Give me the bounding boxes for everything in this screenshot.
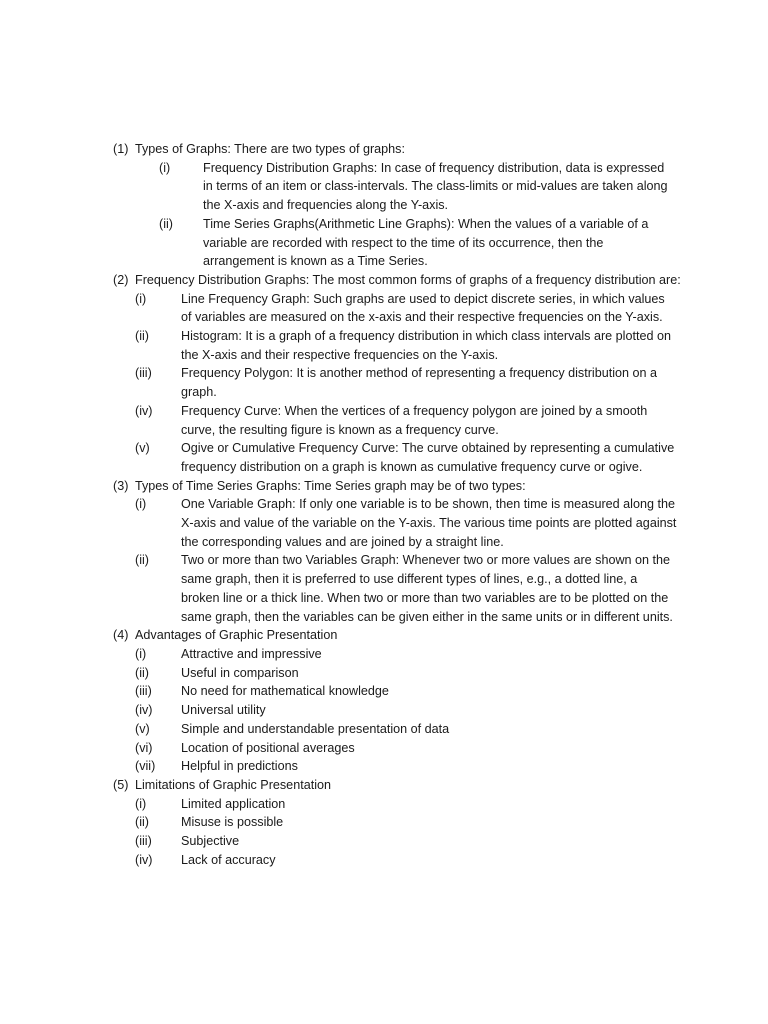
section-number: (4): [113, 628, 129, 643]
list-item: [113, 664, 683, 683]
sub-list: [113, 495, 683, 626]
sub-list: [113, 159, 683, 271]
section-number: (3): [113, 478, 129, 493]
section-heading: [113, 477, 683, 496]
sub-list: [113, 290, 683, 477]
item-text: No need for mathematical knowledge: [181, 684, 389, 699]
item-text: Lack of accuracy: [181, 852, 276, 867]
document-body: [113, 140, 683, 869]
item-text: Misuse is possible: [181, 815, 284, 830]
item-number: (ii): [135, 553, 149, 568]
item-number: (i): [159, 160, 171, 175]
list-item: [113, 159, 683, 215]
item-number: (i): [135, 796, 147, 811]
list-item: [113, 701, 683, 720]
item-number: (iv): [135, 852, 153, 867]
item-number: (iv): [135, 403, 153, 418]
item-text: Helpful in predictions: [181, 759, 298, 774]
item-text: Frequency Curve: When the vertices of a frequency polygon are joined by a smooth curve, the resulting figure is known as a frequency curve.: [181, 403, 648, 437]
item-text: Subjective: [181, 834, 240, 849]
section-time-series-graphs: [113, 477, 683, 627]
section-heading: [113, 776, 683, 795]
list-item: [113, 290, 683, 327]
section-heading: [113, 140, 683, 159]
item-text: Simple and understandable presentation of data: [181, 721, 450, 736]
item-text: Limited application: [181, 796, 286, 811]
item-number: (ii): [159, 216, 173, 231]
section-heading-text: Types of Time Series Graphs: Time Series graph may be of two types:: [135, 478, 526, 493]
item-text: One Variable Graph: If only one variable is to be shown, then time is measured along the X-axis and value of the variable on the Y-axis. The various time points are plotted against the corresponding values and are joined by a straight line.: [181, 497, 677, 549]
item-text: Line Frequency Graph: Such graphs are used to depict discrete series, in which values of variables are measured on the x-axis and their respective frequencies on the Y-axis.: [181, 291, 665, 325]
list-item: [113, 795, 683, 814]
section-heading-text: Limitations of Graphic Presentation: [135, 777, 332, 792]
list-item: [113, 720, 683, 739]
item-text: Histogram: It is a graph of a frequency distribution in which class intervals are plotted on the X-axis and their respective frequencies on the Y-axis.: [181, 329, 672, 362]
list-item: [113, 813, 683, 832]
item-text: Two or more than two Variables Graph: Whenever two or more values are shown on the same graph, then it is preferred to use different types of lines, e.g., a dotted line, a broken line or a thick line. When two or more than two variables are to be plotted on the same graph, then the variables can be given either in the same units or in different units.: [181, 553, 673, 624]
sub-list: [113, 645, 683, 776]
item-text: Attractive and impressive: [181, 646, 322, 661]
item-number: (i): [135, 646, 147, 661]
item-number: (iii): [135, 684, 152, 699]
list-item: [113, 327, 683, 364]
list-item: [113, 402, 683, 439]
section-types-of-graphs: [113, 140, 683, 271]
list-item: [113, 439, 683, 476]
item-number: (vii): [135, 759, 156, 774]
sub-list: [113, 795, 683, 870]
section-frequency-distribution-graphs: [113, 271, 683, 477]
list-item: [113, 645, 683, 664]
list-item: [113, 364, 683, 401]
section-heading-text: Types of Graphs: There are two types of graphs:: [135, 142, 405, 156]
section-number: (5): [113, 777, 129, 792]
list-item: [113, 215, 683, 271]
item-number: (v): [135, 441, 150, 456]
item-text: Frequency Distribution Graphs: In case of frequency distribution, data is expressed in terms of an item or class-intervals. The class-limits or mid-values are taken along the X-axis and frequencies along the Y-axis.: [203, 160, 668, 213]
item-number: (ii): [135, 665, 149, 680]
item-number: (ii): [135, 815, 149, 830]
item-number: (iii): [135, 366, 152, 381]
section-number: (1): [113, 142, 129, 156]
item-text: Frequency Polygon: It is another method of representing a frequency distribution on a graph.: [181, 366, 658, 400]
section-heading-text: Advantages of Graphic Presentation: [135, 628, 338, 643]
list-item: [113, 851, 683, 870]
section-heading: [113, 271, 683, 290]
item-text: Useful in comparison: [181, 665, 299, 680]
item-number: (v): [135, 721, 150, 736]
item-number: (ii): [135, 329, 149, 344]
item-number: (i): [135, 497, 147, 512]
list-item: [113, 832, 683, 851]
section-heading: [113, 626, 683, 645]
item-text: Universal utility: [181, 703, 266, 718]
list-item: [113, 682, 683, 701]
item-number: (iv): [135, 703, 153, 718]
item-number: (i): [135, 291, 147, 306]
section-number: (2): [113, 272, 129, 287]
item-number: (vi): [135, 740, 153, 755]
item-number: (iii): [135, 834, 152, 849]
section-limitations: [113, 776, 683, 870]
item-text: Ogive or Cumulative Frequency Curve: The curve obtained by representing a cumulative frequency distribution on a graph is known as cumulative frequency curve or ogive.: [181, 441, 675, 474]
list-item: [113, 495, 683, 551]
list-item: [113, 551, 683, 626]
list-item: [113, 739, 683, 758]
item-text: Location of positional averages: [181, 740, 355, 755]
item-text: Time Series Graphs(Arithmetic Line Graphs): When the values of a variable of a variable are recorded with respect to the time of its occurrence, then the arrangement is known as a Time Series.: [203, 216, 649, 269]
section-heading-text: Frequency Distribution Graphs: The most common forms of graphs of a frequency distribution are:: [135, 272, 681, 287]
section-advantages: [113, 626, 683, 776]
list-item: [113, 757, 683, 776]
